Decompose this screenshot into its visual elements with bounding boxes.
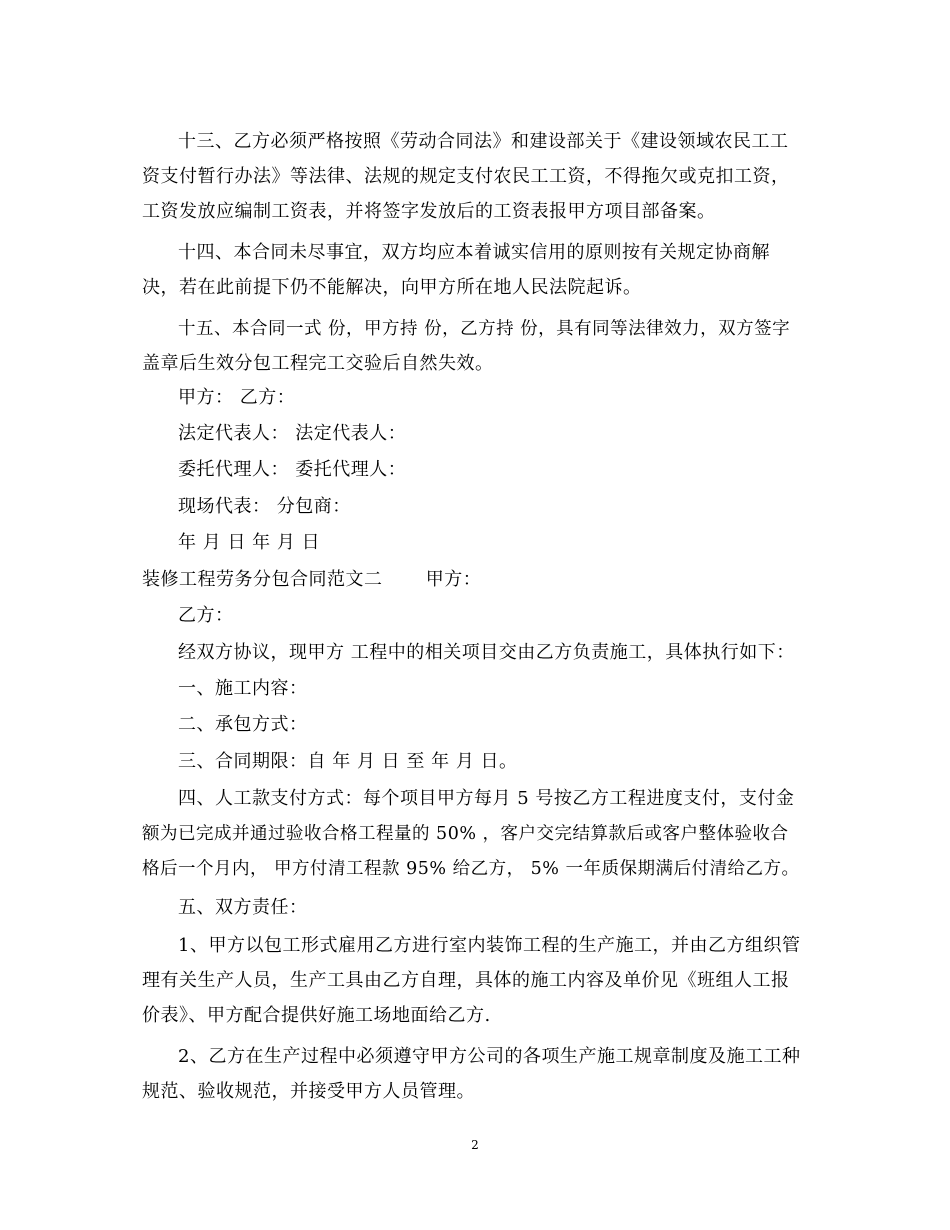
text-line: 委托代理人： 委托代理人： bbox=[178, 459, 407, 480]
text-line: 理有关生产人员，生产工具由乙方自理，具体的施工内容及单价见《班组人工报 bbox=[142, 970, 790, 991]
text-line: 十五、本合同一式 份，甲方持 份，乙方持 份，具有同等法律效力，双方签字 bbox=[178, 319, 791, 339]
text-line: 年 月 日 年 月 日 bbox=[178, 532, 321, 553]
text-line: 规范、验收规范，并接受甲方人员管理。 bbox=[142, 1081, 475, 1102]
text-line: 经双方协议，现甲方 工程中的相关项目交由乙方负责施工，具体执行如下： bbox=[178, 642, 795, 663]
text-line: 十四、本合同未尽事宜，双方均应本着诚实信用的原则按有关规定协商解 bbox=[178, 242, 770, 263]
text-line: 资支付暂行办法》等法律、法规的规定支付农民工工资，不得拖欠或克扣工资， bbox=[142, 166, 790, 187]
text-line: 五、双方责任： bbox=[178, 897, 308, 918]
text-line: 二、承包方式： bbox=[178, 714, 308, 735]
text-line: 盖章后生效分包工程完工交验后自然失效。 bbox=[142, 353, 494, 374]
text-line: 1、甲方以包工形式雇用乙方进行室内装饰工程的生产施工，并由乙方组织管 bbox=[178, 935, 801, 956]
text-line: 工资发放应编制工资表，并将签字发放后的工资表报甲方项目部备案。 bbox=[142, 201, 716, 222]
text-line: 法定代表人： 法定代表人： bbox=[178, 423, 407, 444]
text-line: 一、施工内容： bbox=[178, 678, 308, 699]
text-line: 乙方： bbox=[178, 605, 234, 626]
text-line: 十三、乙方必须严格按照《劳动合同法》和建设部关于《建设领域农民工工 bbox=[178, 131, 789, 152]
text-line: 甲方： 乙方： bbox=[178, 387, 296, 408]
text-line: 价表》、甲方配合提供好施工场地面给乙方. bbox=[142, 1005, 491, 1026]
text-line: 现场代表： 分包商： bbox=[178, 496, 351, 517]
text-line: 决，若在此前提下仍不能解决，向甲方所在地人民法院起诉。 bbox=[142, 277, 642, 298]
text-line: 额为已完成并通过验收合格工程量的 50% ，客户交完结算款后或客户整体验收合 bbox=[142, 824, 789, 844]
text-line: 装修工程劳务分包合同范文二 甲方： bbox=[142, 569, 482, 590]
text-line: 2、乙方在生产过程中必须遵守甲方公司的各项生产施工规章制度及施工工种 bbox=[178, 1046, 801, 1067]
text-line: 三、合同期限：自 年 月 日 至 年 月 日。 bbox=[178, 751, 518, 772]
text-line: 格后一个月内， 甲方付清工程款 95% 给乙方， 5% 一年质保期满后付清给乙方。 bbox=[142, 859, 800, 879]
text-line: 四、人工款支付方式：每个项目甲方每月 5 号按乙方工程进度支付，支付金 bbox=[178, 788, 795, 809]
page-number: 2 bbox=[471, 1138, 479, 1152]
